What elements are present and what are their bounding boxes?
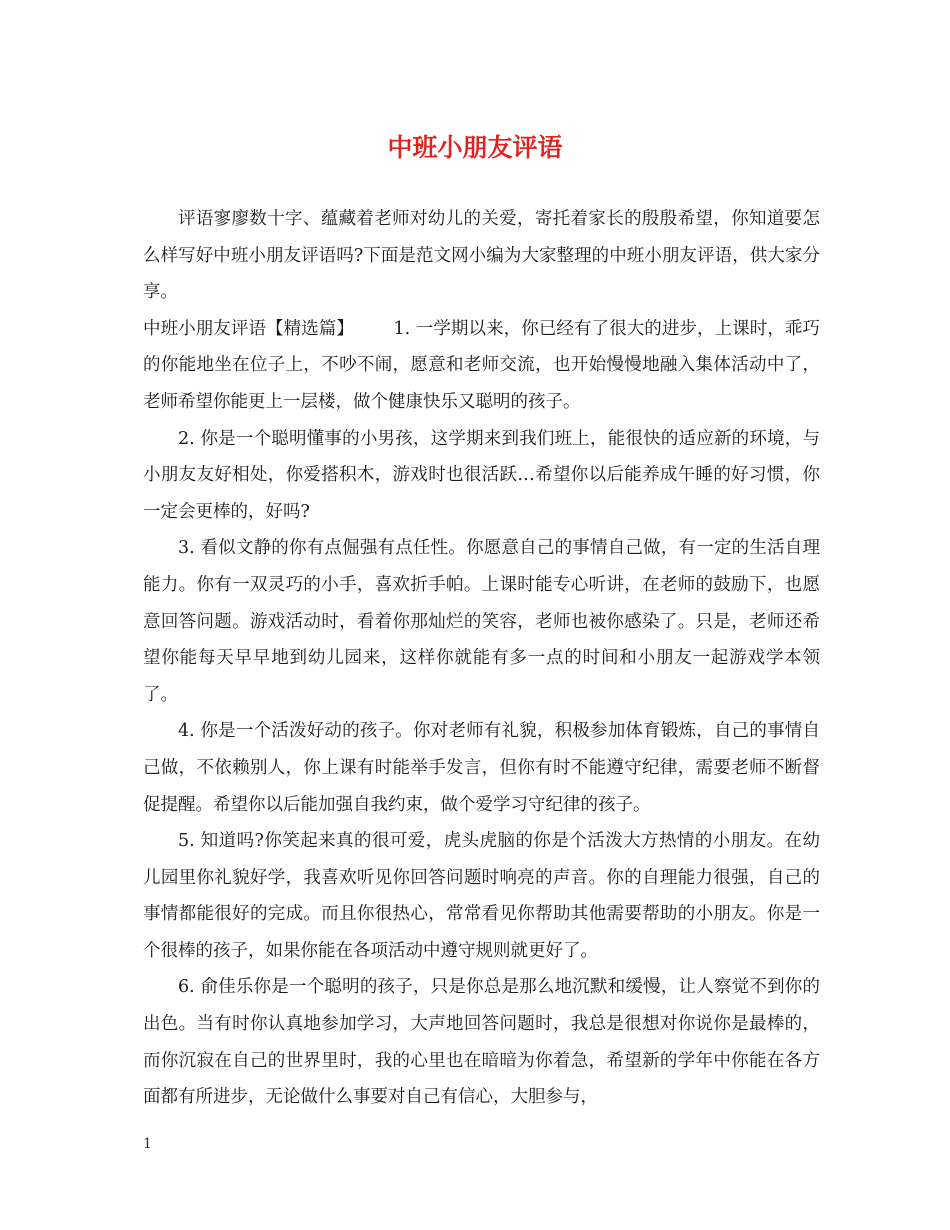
comment-item-2: 2. 你是一个聪明懂事的小男孩，这学期来到我们班上，能很快的适应新的环境，与小朋友友好相处，你爱搭积木，游戏时也很活跃…希望你以后能养成午睡的好习惯，你一定会更棒的，好吗? — [143, 428, 820, 522]
spacer — [354, 319, 394, 339]
document-body — [143, 201, 820, 1116]
comment-item-6: 6. 俞佳乐你是一个聪明的孩子，只是你总是那么地沉默和缓慢，让人察觉不到你的出色。当有时你认真地参加学习，大声地回答问题时，我总是很想对你说你是最棒的，而你沉寂在自己的世界里时，我的心里也在暗暗为你着急，希望新的学年中你能在各方面都有所进步，无论做什么事要对自己有信心，大胆参与， — [143, 977, 820, 1108]
intro-paragraph: 评语寥廖数十字、蕴藏着老师对幼儿的关爱，寄托着家长的殷殷希望，你知道要怎么样写好中班小朋友评语吗?下面是范文网小编为大家整理的中班小朋友评语，供大家分享。 — [143, 209, 820, 303]
comment-item-3: 3. 看似文静的你有点倔强有点任性。你愿意自己的事情自己做，有一定的生活自理能力。你有一双灵巧的小手，喜欢折手帕。上课时能专心听讲，在老师的鼓励下，也愿意回答问题。游戏活动时，看着你那灿烂的笑容，老师也被你感染了。只是，老师还希望你能每天早早地到幼儿园来，这样你就能有多一点的时间和小朋友一起游戏学本领了。 — [143, 538, 820, 705]
page-number: 1 — [143, 1136, 152, 1152]
comment-item-1: 1. 一学期以来，你已经有了很大的进步，上课时，乖巧的你能地坐在位子上，不吵不闹，愿意和老师交流，也开始慢慢地融入集体活动中了，老师希望你能更上一层楼，做个健康快乐又聪明的孩子。 — [143, 318, 820, 412]
comment-item-5: 5. 知道吗?你笑起来真的很可爱，虎头虎脑的你是个活泼大方热情的小朋友。在幼儿园里你礼貌好学，我喜欢听见你回答问题时响亮的声音。你的自理能力很强，自己的事情都能很好的完成。而且你很热心，常常看见你帮助其他需要帮助的小朋友。你是一个很棒的孩子，如果你能在各项活动中遵守规则就更好了。 — [143, 831, 820, 961]
section-paragraph — [143, 311, 820, 421]
document-title: 中班小朋友评语 — [387, 133, 563, 162]
comment-item-4: 4. 你是一个活泼好动的孩子。你对老师有礼貌，积极参加体育锻炼，自己的事情自己做，不依赖别人，你上课有时能举手发言，但你有时不能遵守纪律，需要老师不断督促提醒。希望你以后能加强自我约束，做个爱学习守纪律的孩子。 — [143, 721, 820, 815]
section-label: 中班小朋友评语【精选篇】 — [143, 318, 354, 339]
